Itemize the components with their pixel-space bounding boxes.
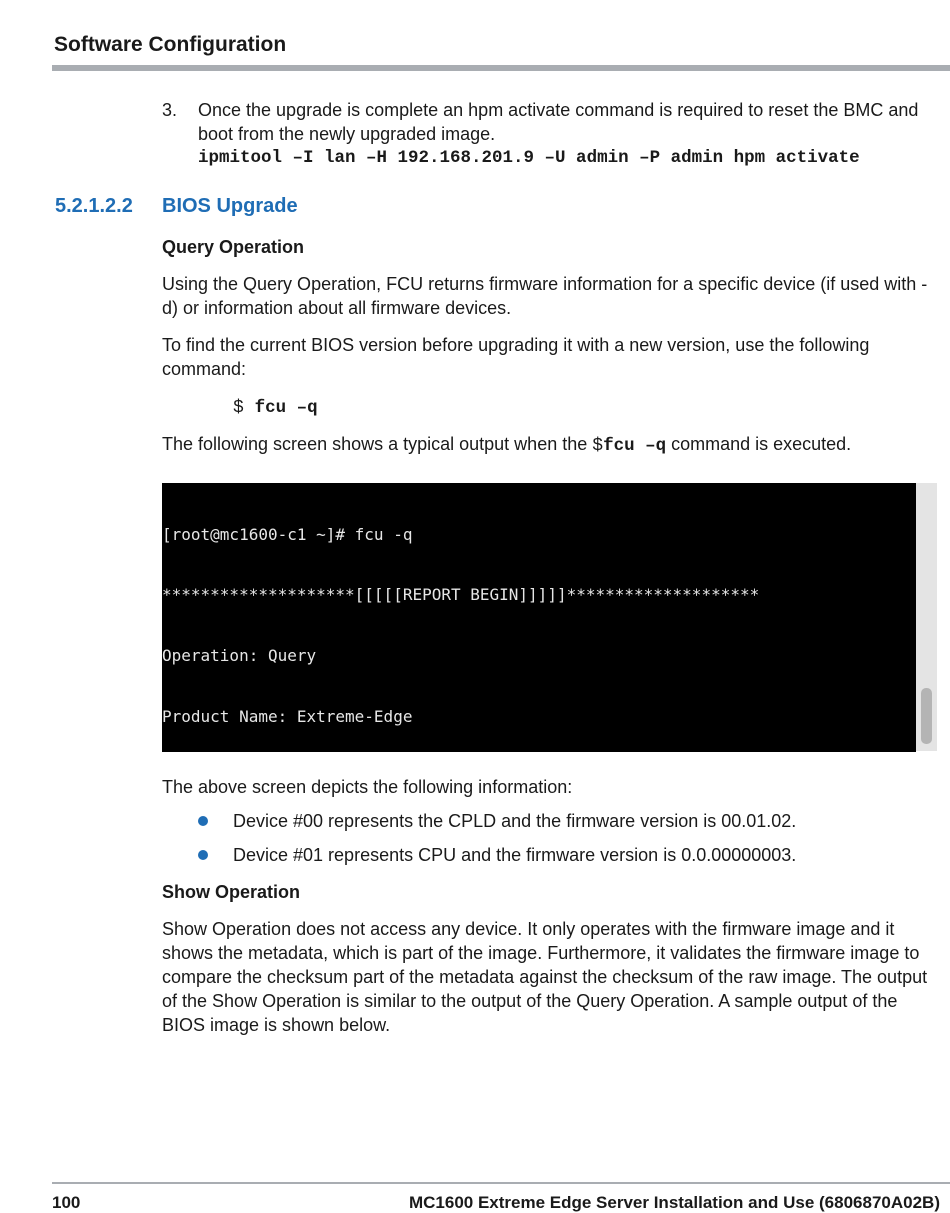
query-paragraph-3 (162, 432, 950, 458)
para3-pre: The following screen shows a typical output when the (162, 434, 593, 454)
show-paragraph: Show Operation does not access any device. It only operates with the firmware image and it shows the metadata, which is part of the image. Furthermore, it validates the firmware image to compare the checksum part of the metadata against the checksum of the raw image. The output of the Show Operation is similar to the output of the Query Operation. A sample output of the BIOS image is shown below. (162, 919, 928, 1035)
para3-post: command is executed. (666, 434, 852, 454)
hpm-activate-command: ipmitool –I lan –H 192.168.201.9 –U admin –P admin hpm activate (198, 148, 860, 168)
header-rule (52, 65, 950, 71)
bullet-item: Device #00 represents the CPLD and the firmware version is 00.01.02. (233, 811, 797, 831)
step-text: Once the upgrade is complete an hpm activate command is required to reset the BMC and boot from the newly upgraded image. (198, 100, 919, 144)
bullet-icon (198, 816, 208, 826)
query-paragraph-1: Using the Query Operation, FCU returns firmware information for a specific device (if used with -d) or information about all firmware devices. (162, 274, 928, 318)
query-heading: Query Operation (162, 237, 305, 257)
bullet-item: Device #01 represents CPU and the firmware version is 0.0.00000003. (233, 845, 797, 865)
terminal-screenshot (162, 483, 937, 751)
show-heading: Show Operation (162, 882, 301, 902)
section-number: 5.2.1.2.2 (55, 195, 133, 217)
section-title: BIOS Upgrade (162, 195, 298, 217)
terminal-line: ********************[[[[[REPORT BEGIN]]]]]******************** (162, 585, 760, 605)
footer-page-number: 100 (52, 1193, 81, 1212)
footer-rule (52, 1182, 950, 1184)
terminal-line: Operation: Query (162, 646, 317, 666)
para3-prompt: $ (592, 436, 604, 456)
depicts-intro: The above screen depicts the following information: (162, 777, 573, 797)
terminal-scrollbar[interactable] (916, 483, 937, 751)
terminal-line: [root@mc1600-c1 ~]# fcu -q (162, 524, 413, 544)
fcu-query-command (233, 394, 950, 420)
bullet-icon (198, 850, 208, 860)
page-header-title: Software Configuration (54, 33, 287, 56)
terminal-scrollbar-thumb[interactable] (921, 688, 932, 744)
terminal-line: Product Name: Extreme-Edge (162, 707, 413, 727)
step-number: 3. (162, 100, 178, 120)
command-prompt: $ (233, 398, 255, 418)
command-text: fcu –q (254, 398, 318, 418)
footer-doc-title: MC1600 Extreme Edge Server Installation and Use (6806870A02B) (408, 1193, 940, 1212)
query-paragraph-2: To find the current BIOS version before upgrading it with a new version, use the following command: (162, 335, 870, 379)
para3-cmd: fcu –q (603, 436, 667, 456)
terminal-output (162, 483, 916, 752)
step-text-block (198, 98, 946, 170)
